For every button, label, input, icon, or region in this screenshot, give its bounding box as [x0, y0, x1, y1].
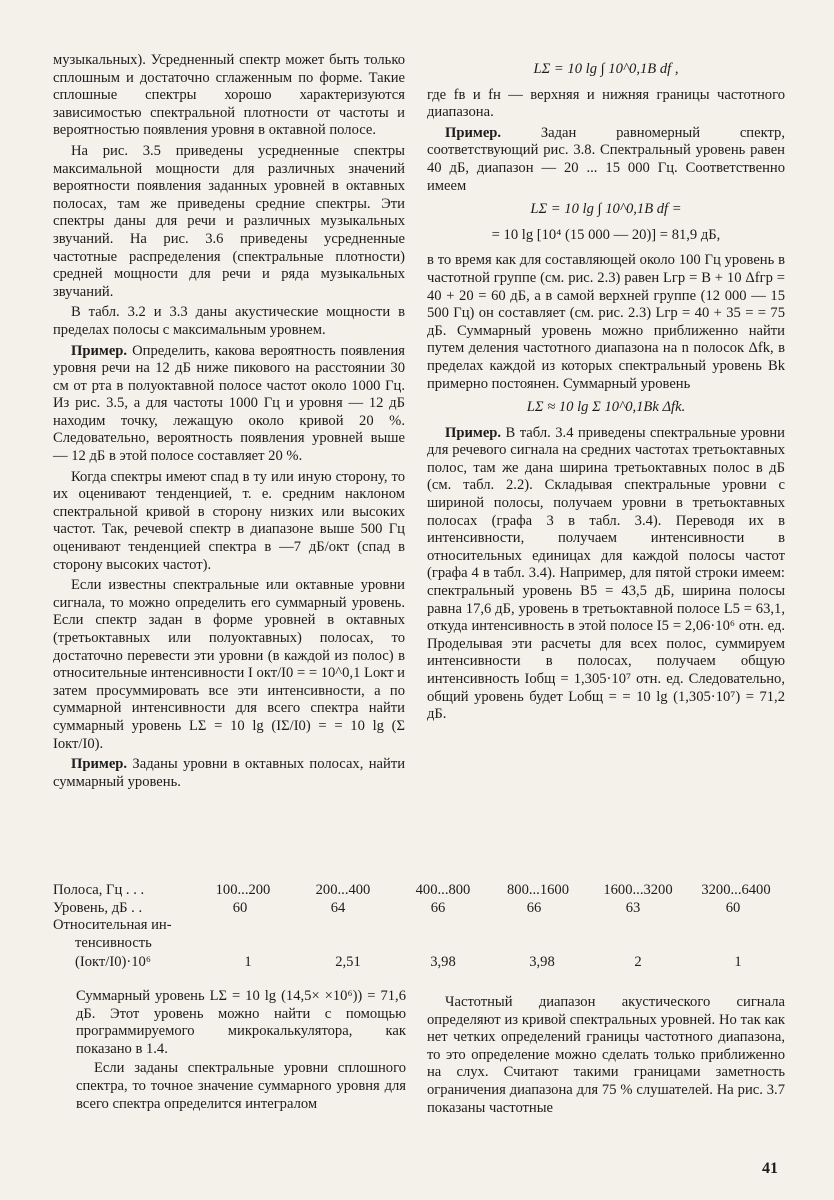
- table-cell: 200...400: [315, 882, 371, 898]
- example-paragraph: [427, 425, 785, 724]
- paragraph: Если заданы спектральные уровни сплошного спектра, то точное значение суммарного уровня для всего спектра определится интегралом: [76, 1060, 406, 1112]
- right-column: [427, 55, 785, 727]
- row-label: Относительная ин-: [53, 917, 172, 934]
- table-cell: 60: [232, 899, 248, 916]
- table-cell: 1: [244, 954, 252, 971]
- paragraph: Если известны спектральные или октавные уровни сигнала, то можно определить его суммарный уровень. Если спектр задан в форме уровней в октавных (третьоктавных или полуоктавных) полосах, то достаточно перевести эти уровни (в каждой из полос) в относительные интенсивности I окт/I0 = = 10^0,1 Lокт и затем просуммировать все эти интенсивности, а по суммарной интенсивности для всего спектра найти суммарный уровень LΣ = 10 lg (IΣ/I0) = = 10 lg (Σ Iокт/I0).: [53, 577, 405, 752]
- table-cell: 64: [330, 899, 346, 916]
- table-cell: 2: [634, 954, 642, 971]
- row-label: тенсивность: [75, 934, 152, 951]
- octave-levels-table: [53, 882, 793, 972]
- table-row-intensities: [53, 954, 793, 972]
- bottom-left-text: [76, 988, 406, 1115]
- paragraph: Когда спектры имеют спад в ту или иную сторону, то их оценивают тенденцией, т. е. средним наклоном спектральной кривой в сторону низких или высоких частот. Так, речевой спектр в диапазоне выше 500 Гц оценивают тенденцией спектра в —7 дБ/окт (спад в сторону высоких частот).: [53, 468, 405, 573]
- table-row-levels: [53, 900, 793, 918]
- table-row-rel-label: [53, 935, 793, 953]
- row-label: (Iокт/I0)·10⁶: [75, 954, 151, 971]
- table-cell: 800...1600: [506, 882, 570, 898]
- table-row-rel-label: [53, 917, 793, 935]
- formula-integral: LΣ = 10 lg ∫ 10^0,1B df ,: [533, 61, 679, 77]
- example-text: Задан равномерный спектр, соответствующий рис. 3.8. Спектральный уровень равен 40 дБ, диапазон — 20 ... 15 000 Гц. Соответственно имеем: [427, 124, 785, 194]
- example-label: Пример.: [71, 756, 128, 773]
- paragraph: В табл. 3.2 и 3.3 даны акустические мощности в пределах полосы с максимальным уровнем.: [53, 304, 405, 338]
- paragraph: Частотный диапазон акустического сигнала определяют из кривой спектральных уровней. Но так как нет четких определений границы частотного диапазона, то это определение можно сделать только приближенно на слух. Считают такими границами заметность ограничения диапазона для 75 % слушателей. На рис. 3.7 показаны частотные: [427, 994, 785, 1116]
- table-cell: 66: [526, 899, 542, 916]
- table-cell: 100...200: [215, 882, 271, 898]
- table-row-bands: [53, 882, 793, 900]
- table-cell: 66: [430, 899, 446, 916]
- table-cell: 400...800: [415, 882, 471, 898]
- example-paragraph: [427, 125, 785, 195]
- row-label: Уровень, дБ . .: [53, 899, 143, 916]
- example-paragraph: [53, 756, 405, 791]
- bottom-right-text: [427, 994, 785, 1119]
- table-cell: 2,51: [335, 954, 361, 971]
- table-cell: 1: [734, 954, 742, 971]
- table-cell: 1600...3200: [603, 882, 673, 898]
- example-label: Пример.: [445, 424, 502, 441]
- paragraph: в то время как для составляющей около 100 Гц уровень в частотной группе (см. рис. 2.3) равен Lгр = B + 10 Δfгр = 40 + 20 = 60 дБ, а в самой верхней группе (12 000 — 15 500 Гц) он составляет (см. рис. 2.3) Lгр = 40 + 35 = = 75 дБ. Суммарный уровень можно приближенно найти путем деления частотного диапазона на n полосок Δfk, в пределах каждой из которых спектральный уровень Bk примерно постоянен. Суммарный уровень: [427, 252, 785, 392]
- paragraph: где fв и fн — верхняя и нижняя границы частотного диапазона.: [427, 86, 785, 121]
- formula-integral-2: LΣ = 10 lg ∫ 10^0,1B df =: [530, 201, 682, 218]
- paragraph: музыкальных). Усредненный спектр может быть только сплошным и достаточно сглаженным по форме. Такие сплошные спектры хорошо характеризуются зависимостью спектральной плотности от частоты и вероятностью появления уровня в октавной полосе.: [53, 52, 405, 139]
- paragraph: Суммарный уровень LΣ = 10 lg (14,5× ×10⁶)) = 71,6 дБ. Этот уровень можно найти с помощью программируемого микрокалькулятора, как показано в 1.4.: [76, 988, 406, 1057]
- example-label: Пример.: [445, 124, 502, 141]
- row-label: Полоса, Гц . . .: [53, 882, 145, 898]
- table-cell: 63: [625, 899, 641, 916]
- formula-result: = 10 lg [10⁴ (15 000 — 20)] = 81,9 дБ,: [491, 226, 721, 243]
- left-column: [53, 52, 405, 794]
- example-label: Пример.: [71, 342, 128, 359]
- example-paragraph: [53, 343, 405, 466]
- example-text: Заданы уровни в октавных полосах, найти суммарный уровень.: [53, 756, 406, 790]
- example-text: В табл. 3.4 приведены спектральные уровни для речевого сигнала на средних частотах третьоктавных полос, там же дана ширина третьоктавных полос в дБ (см. табл. 2.2). Складывая спектральные уровни с шириной полосы, получаем уровни в третьоктавных полосах (графа 3 в табл. 3.4). Переводя их в интенсивности, получаем интенсивности в относительных единицах для каждой полосы частот (графа 4 в табл. 3.4). Например, для пятой строки имеем: спектральный уровень B5 = 43,5 дБ, ширина полосы равна 17,6 дБ, уровень в третьоктавной полосе L5 = 63,1, откуда интенсивность в этой полосе I5 = 2,06·10⁶ отн. ед. Проделывая эти расчеты для всех полос, суммируем интенсивности в полосах, получаем общую интенсивность Iобщ = 1,305·10⁷ отн. ед. Следовательно, общий уровень будет Lобщ = = 10 lg (1,305·10⁷) = 71,2 дБ.: [427, 424, 785, 723]
- table-cell: 3200...6400: [701, 882, 771, 898]
- table-cell: 60: [725, 899, 741, 916]
- table-cell: 3,98: [529, 954, 555, 971]
- paragraph: На рис. 3.5 приведены усредненные спектры максимальной мощности для различных значений вероятности появления заданных уровней в октавных полосах, там же приведены средние спектры. Эти спектры даны для речи и различных музыкальных звучаний. На рис. 3.6 приведены усредненные частотные распределения (спектральные плотности) средней мощности для речи и ряда музыкальных звучаний.: [53, 142, 405, 300]
- example-text: Определить, какова вероятность появления уровня речи на 12 дБ ниже пикового на расстоянии 30 см от рта в полуоктавной полосе частот около 1000 Гц. Из рис. 3.5, а для частоты 1000 Гц и уровня — 12 дБ находим точку, лежащую около кривой 20 %. Следовательно, вероятность появления уровней выше — 12 дБ в этой полосе составляет 20 %.: [53, 342, 405, 465]
- formula-sum: LΣ ≈ 10 lg Σ 10^0,1Bk Δfk.: [526, 399, 686, 416]
- table-cell: 3,98: [430, 954, 456, 971]
- page-number: 41: [762, 1160, 778, 1177]
